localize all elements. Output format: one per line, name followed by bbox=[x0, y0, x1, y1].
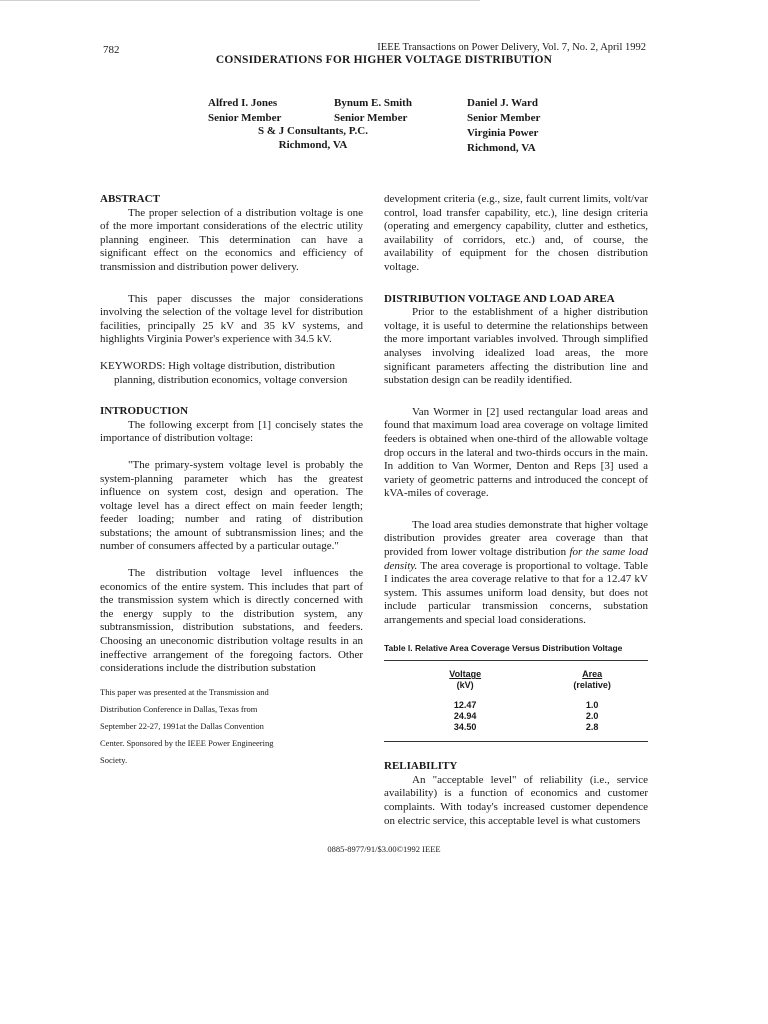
author-org: Virginia Power bbox=[467, 127, 539, 139]
introduction-heading: INTRODUCTION bbox=[100, 405, 189, 418]
table-cell-voltage: 12.47 bbox=[453, 700, 477, 711]
journal-reference: IEEE Transactions on Power Delivery, Vol. 7, No. 2, April 1992 bbox=[377, 42, 646, 53]
author-jones bbox=[208, 96, 281, 126]
load-area-heading: DISTRIBUTION VOLTAGE AND LOAD AREA bbox=[384, 292, 615, 305]
paper-title: CONSIDERATIONS FOR HIGHER VOLTAGE DISTRIBUTION bbox=[215, 54, 553, 66]
table-cell-area: 2.8 bbox=[585, 722, 599, 733]
conference-footnote: This paper was presented at the Transmission and Distribution Conference in Dallas, Texas from September 22-27, 1991at the Dallas Convention Center. Sponsored by the IEEE Power Engineering Society. bbox=[100, 686, 274, 765]
left-column bbox=[100, 193, 363, 769]
reliability-heading: RELIABILITY bbox=[384, 760, 458, 773]
table-caption: Table I. Relative Area Coverage Versus Distribution Voltage bbox=[384, 642, 623, 653]
keywords-text: High voltage distribution, distribution planning, distribution economics, voltage conversion bbox=[114, 359, 348, 386]
keywords bbox=[100, 360, 363, 387]
paragraph-3-end: The area coverage is proportional to voltage. Table I indicates the area coverage relative to that for a 12.47 kV system. This assumes uniform load density, but does not include particular transmission concerns, substation arrangements and special load considerations. bbox=[384, 559, 648, 627]
author-name: Daniel J. Ward bbox=[467, 97, 539, 109]
voltage-area-table bbox=[384, 660, 648, 742]
scan-top-line bbox=[0, 0, 480, 1]
column-header-voltage: Voltage bbox=[449, 669, 482, 680]
table-cell-area: 1.0 bbox=[585, 700, 599, 711]
keywords-label: KEYWORDS: bbox=[100, 359, 166, 372]
continued-paragraph: development criteria (e.g., size, fault current limits, volt/var control, load transfer capability, etc.), line design criteria (operating and emergency capability, clutter and esthetics, availability of corridors, etc.) and, of course, the availability of equipment for the chosen distribution voltage. bbox=[384, 193, 648, 273]
shared-affiliation bbox=[228, 124, 398, 152]
table-cell-voltage: 34.50 bbox=[453, 722, 477, 733]
abstract-paragraph-1: The proper selection of a distribution voltage is one of the more important considerations of the electric utility planning engineer. This determination can have a significant effect on the economics and efficiency of transmission and distribution power delivery. bbox=[100, 206, 363, 273]
affiliation-org: S & J Consultants, P.C. bbox=[258, 125, 368, 137]
column-unit-voltage: (kV) bbox=[456, 680, 474, 691]
table-row bbox=[384, 711, 648, 722]
abstract-heading: ABSTRACT bbox=[100, 193, 160, 205]
copyright-footer: 0885-8977/91/$3.00©1992 IEEE bbox=[327, 844, 441, 854]
table-cell-voltage: 24.94 bbox=[453, 711, 477, 722]
column-header-area: Area bbox=[582, 669, 603, 680]
author-smith bbox=[334, 96, 412, 126]
load-area-paragraph-3 bbox=[384, 519, 648, 628]
introduction-paragraph-2: The distribution voltage level influences the economics of the entire system. This includes that part of the transmission system which is directly concerned with the energy supply to the distribution system, any subtransmission, distribution substations, and feeders. Choosing an uneconomic distribution voltage results in an ineffective arrangement of the foregoing factors. Other considerations include the distribution substation bbox=[100, 567, 363, 675]
author-grade: Senior Member bbox=[208, 112, 282, 124]
affiliation-city: Richmond, VA bbox=[278, 139, 348, 151]
author-name: Alfred I. Jones bbox=[208, 97, 278, 109]
paragraph-3-start: The load area studies demonstrate that higher voltage distribution provides greater area coverage than that provided from lower voltage distribution bbox=[384, 518, 648, 559]
paragraph-3-italic: for the same load density. bbox=[384, 546, 648, 572]
abstract-paragraph-2: This paper discusses the major considerations involving the selection of the voltage level for distribution facilities, principally 25 kV and 35 kV systems, and highlights Virginia Power's experience with 34.5 kV. bbox=[100, 292, 363, 346]
table-header-units-row bbox=[384, 680, 648, 691]
table-cell-area: 2.0 bbox=[585, 711, 599, 722]
author-ward bbox=[467, 96, 540, 156]
page-number: 782 bbox=[103, 44, 120, 56]
table-row bbox=[384, 700, 648, 711]
quoted-excerpt: "The primary-system voltage level is probably the system-planning parameter which has the greatest influence on system cost, design and operation. The voltage level has a direct effect on main feeder length; feeder loading; number and rating of distribution substations; the amount of subtransmission lines; and the number of consumers affected by a particular outage." bbox=[100, 458, 363, 553]
reliability-paragraph-1: An "acceptable level" of reliability (i.e., service availability) is a function of economics and customer complaints. With today's increased customer dependence on electric service, this acceptable level is what customers bbox=[384, 773, 648, 827]
table-row bbox=[384, 722, 648, 733]
table-header-row bbox=[384, 669, 648, 680]
introduction-paragraph-1: The following excerpt from [1] concisely states the importance of distribution voltage: bbox=[100, 418, 363, 445]
right-column bbox=[384, 193, 648, 828]
author-name: Bynum E. Smith bbox=[334, 97, 412, 109]
column-unit-area: (relative) bbox=[573, 680, 611, 691]
author-grade: Senior Member bbox=[467, 112, 541, 124]
load-area-paragraph-2: Van Wormer in [2] used rectangular load areas and found that maximum load area coverage on voltage limited feeders is obtained when one-third of the allowable voltage drop occurs in the lateral and two-thirds occurs in the main. In addition to Van Wormer, Denton and Reps [3] used a variety of geometric patterns and introduced the concept of kVA-miles of coverage. bbox=[384, 405, 648, 500]
load-area-paragraph-1: Prior to the establishment of a higher distribution voltage, it is useful to determine the relationships between the more important variables involved. Through simplified analyses involving idealized load areas, the more significant parameters affecting the distribution line and substation design can be readily identified. bbox=[384, 306, 648, 387]
author-city: Richmond, VA bbox=[467, 142, 536, 154]
author-grade: Senior Member bbox=[334, 112, 408, 124]
